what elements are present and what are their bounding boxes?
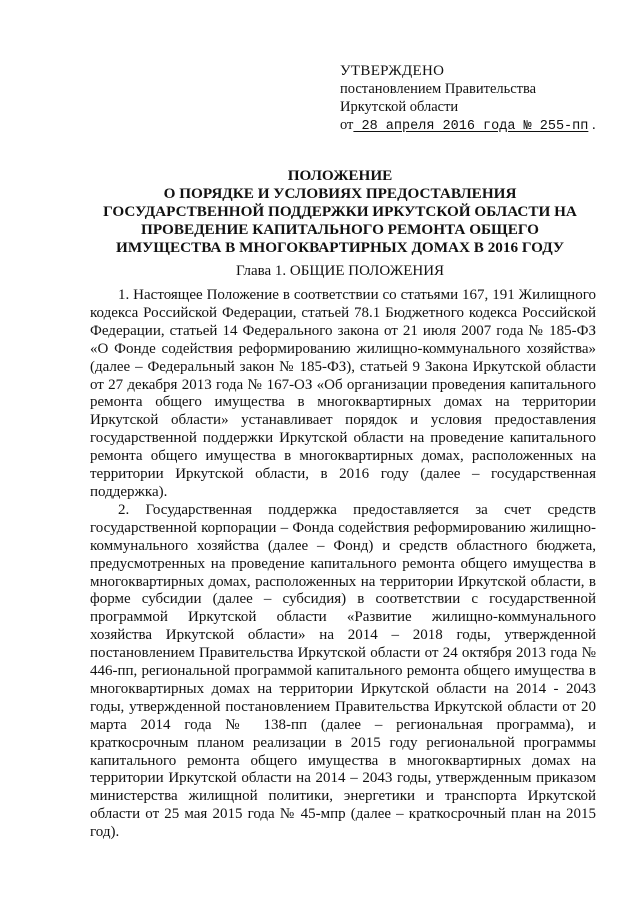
paragraph-2: 2. Государственная поддержка предоставляется за счет средств государственной корпорации – Фонда содействия реформированию жилищно-коммунального хозяйства (далее – Фонд) и средств областного бюджета, предусмотренных на проведение капитального ремонта общего имущества в многоквартирных домах, расположенных на территории Иркутской области, в форме субсидии (далее – субсидия) в соответствии с государственной программой Иркутской области «Развитие жилищно-коммунального хозяйства Иркутской области» на 2014 – 2018 годы, утвержденной постановлением Правительства Иркутской области от 24 октября 2013 года № 446-пп, региональной программой капитального ремонта общего имущества в многоквартирных домах на территории Иркутской области на 2014 - 2043 годы, утвержденной постановлением Правительства Иркутской области от 20 марта 2014 года № 138-пп (далее – региональная программа), и краткосрочным планом реализации в 2015 году региональной программы капитального ремонта общего имущества в многоквартирных домах на территории Иркутской области на 2014 – 2043 годы, утвержденным приказом министерства жилищной политики, энергетики и транспорта Иркутской области от 25 мая 2015 года № 45-мпр (далее – краткосрочный план на 2015 год). <box>90 501 596 841</box>
approval-date-prefix: от <box>340 117 354 133</box>
document-title <box>80 167 600 257</box>
approval-date-suffix: . <box>588 117 596 133</box>
approval-line-government: постановлением Правительства <box>340 81 537 97</box>
title-line-3: ГОСУДАРСТВЕННОЙ ПОДДЕРЖКИ ИРКУТСКОЙ ОБЛАСТИ НА <box>103 203 577 220</box>
document-body <box>90 287 596 842</box>
title-line-1: ПОЛОЖЕНИЕ <box>287 167 393 184</box>
approval-line-region: Иркутской области <box>340 99 459 115</box>
approval-date-value: 28 апреля 2016 года № 255-пп <box>353 119 589 134</box>
approval-date-line <box>340 116 620 136</box>
title-line-4: ПРОВЕДЕНИЕ КАПИТАЛЬНОГО РЕМОНТА ОБЩЕГО <box>141 221 539 238</box>
title-line-5: ИМУЩЕСТВА В МНОГОКВАРТИРНЫХ ДОМАХ В 2016 ГОДУ <box>116 239 564 256</box>
title-line-2: О ПОРЯДКЕ И УСЛОВИЯХ ПРЕДОСТАВЛЕНИЯ <box>163 185 517 202</box>
chapter-heading: Глава 1. ОБЩИЕ ПОЛОЖЕНИЯ <box>235 263 445 279</box>
approval-heading: УТВЕРЖДЕНО <box>340 63 445 79</box>
approval-stamp-block <box>340 62 620 136</box>
paragraph-1: 1. Настоящее Положение в соответствии со статьями 167, 191 Жилищного кодекса Российской Федерации, статьей 78.1 Бюджетного кодекса Российской Федерации, статьей 14 Федерального закона от 21 июля 2007 года № 185-ФЗ «О Фонде содействия реформированию жилищно-коммунального хозяйства» (далее – Федеральный закон № 185-ФЗ), статьей 9 Закона Иркутской области от 27 декабря 2013 года № 167-ОЗ «Об организации проведения капитального ремонта общего имущества в многоквартирных домах на территории Иркутской области» устанавливает порядок и условия предоставления государственной поддержки Иркутской области на проведение капитального ремонта общего имущества в многоквартирных домах, расположенных на территории Иркутской области, в 2016 году (далее – государственная поддержка). <box>90 287 596 500</box>
